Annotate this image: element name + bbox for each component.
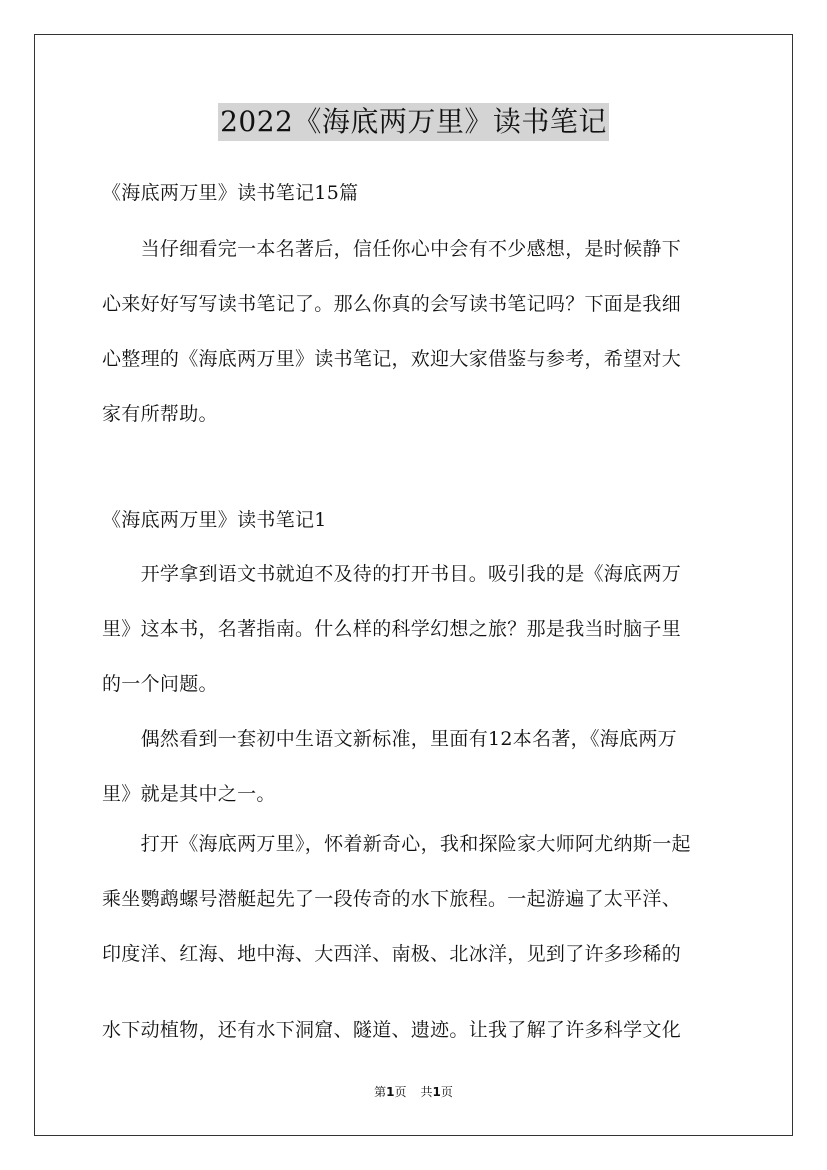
page-number: 1	[386, 1085, 395, 1099]
title-block	[0, 103, 827, 141]
total-suffix: 页	[440, 1085, 453, 1099]
paragraph-line: 打开《海底两万里》，怀着新奇心，我和探险家大师阿尤纳斯一起	[102, 833, 691, 855]
paragraph-line: 里》就是其中之一。	[102, 783, 276, 805]
paragraph-line: 心整理的《海底两万里》读书笔记，欢迎大家借鉴与参考，希望对大	[102, 348, 682, 370]
subtitle-line: 《海底两万里》读书笔记15篇	[102, 182, 359, 204]
total-prefix: 共	[420, 1085, 433, 1099]
paragraph-line: 心来好好写写读书笔记了。那么你真的会写读书笔记吗？下面是我细	[102, 293, 682, 315]
paragraph-line: 当仔细看完一本名著后，信任你心中会有不少感想，是时候静下	[102, 238, 682, 260]
paragraph-line: 里》这本书，名著指南。什么样的科学幻想之旅？那是我当时脑子里	[102, 618, 682, 640]
page-footer	[0, 1083, 827, 1100]
page-prefix: 第	[374, 1085, 387, 1099]
paragraph-line: 家有所帮助。	[102, 403, 218, 425]
paragraph-line: 偶然看到一套初中生语文新标准，里面有12本名著，《海底两万	[102, 728, 677, 750]
paragraph-line: 的一个问题。	[102, 673, 218, 695]
document-title: 2022《海底两万里》读书笔记	[218, 103, 609, 141]
page-suffix: 页	[394, 1085, 407, 1099]
total-number: 1	[432, 1085, 441, 1099]
paragraph-line: 印度洋、红海、地中海、大西洋、南极、北冰洋，见到了许多珍稀的	[102, 943, 682, 965]
paragraph-line: 水下动植物，还有水下洞窟、隧道、遗迹。让我了解了许多科学文化	[102, 1019, 682, 1041]
paragraph-line: 开学拿到语文书就迫不及待的打开书目。吸引我的是《海底两万	[102, 563, 682, 585]
paragraph-line: 乘坐鹦鹉螺号潜艇起先了一段传奇的水下旅程。一起游遍了太平洋、	[102, 888, 682, 910]
section-heading: 《海底两万里》读书笔记1	[102, 509, 327, 531]
